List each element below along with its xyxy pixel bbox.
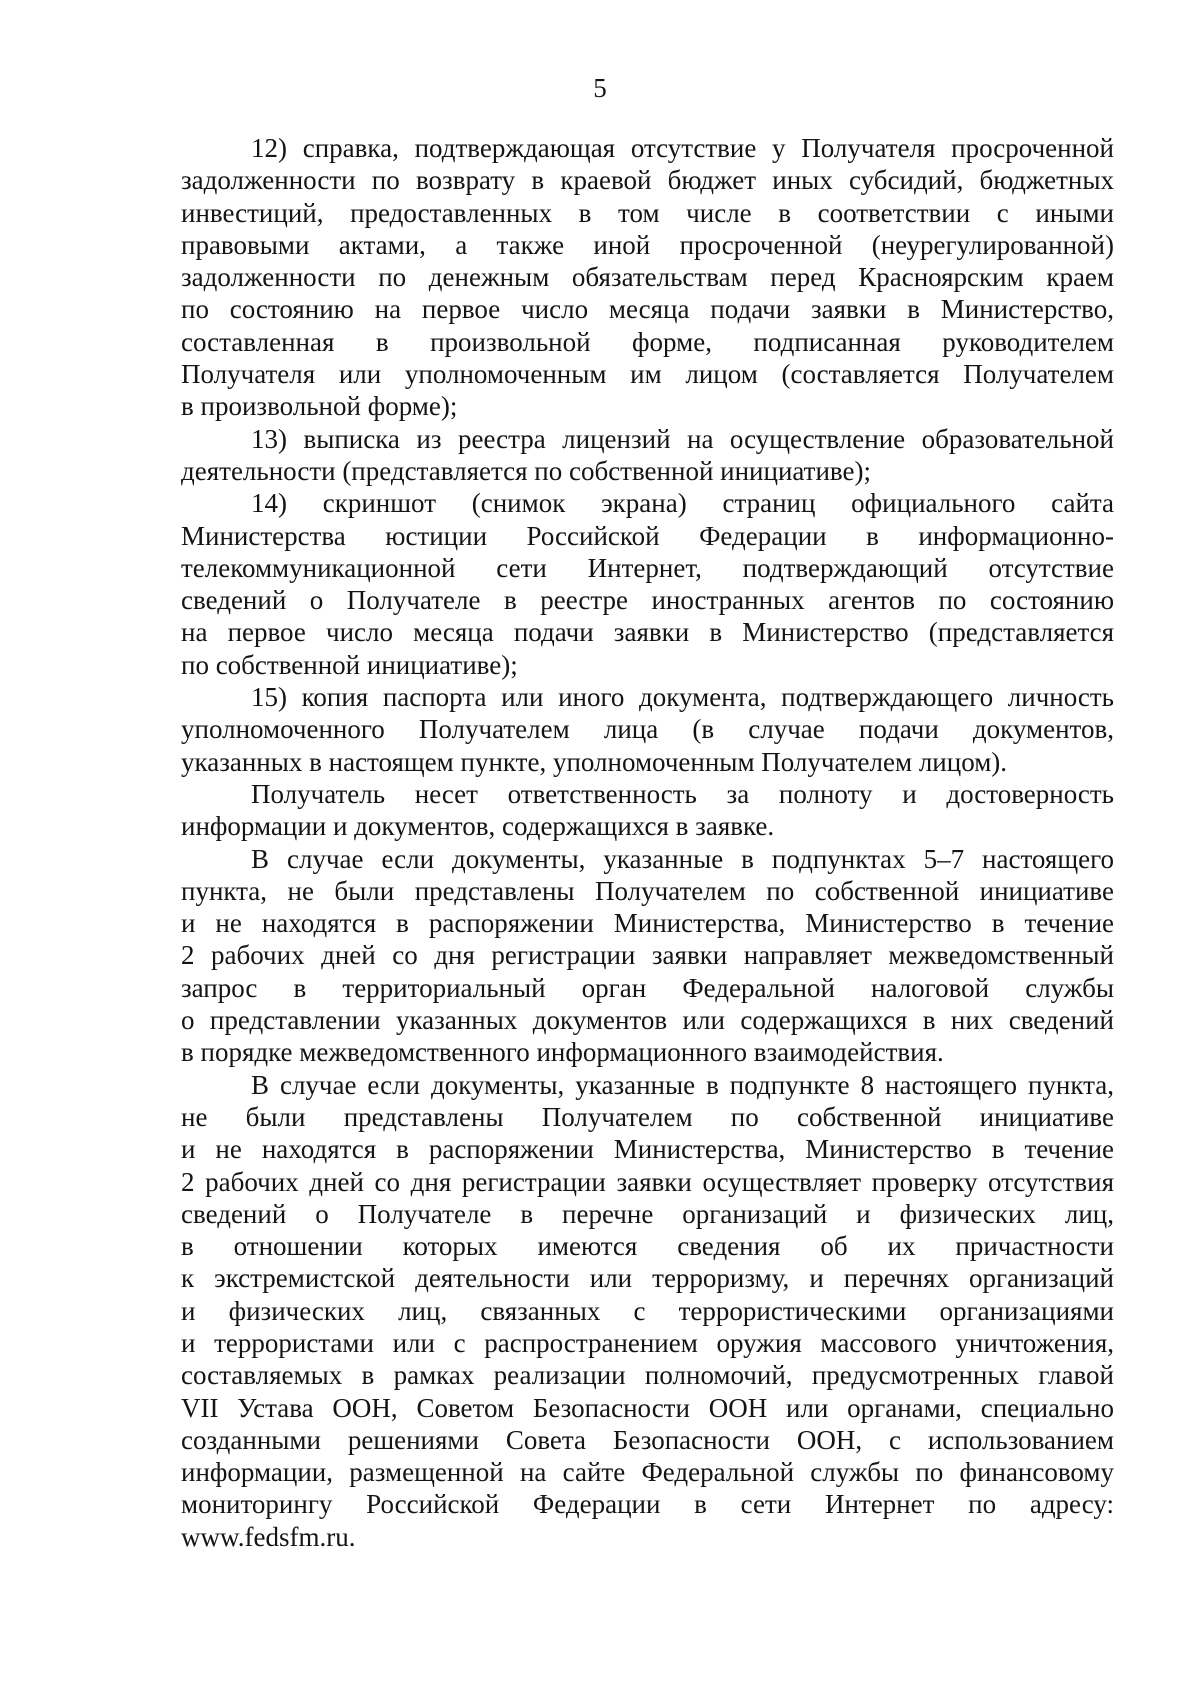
paragraph xyxy=(181,681,1114,778)
text-line: Получателя или уполномоченным им лицом (составляется Получателем xyxy=(181,359,1114,390)
text-line: указанных в настоящем пункте, уполномоченным Получателем лицом). xyxy=(181,746,1008,777)
text-line: уполномоченного Получателем лица (в случае подачи документов, xyxy=(181,714,1114,745)
text-line: В случае если документы, указанные в подпунктах 5–7 настоящего xyxy=(251,843,1114,874)
paragraph xyxy=(181,1069,1114,1553)
text-line: по состоянию на первое число месяца подачи заявки в Министерство, xyxy=(181,294,1114,325)
text-line: 2 рабочих дней со дня регистрации заявки осуществляет проверку отсутствия xyxy=(181,1166,1114,1197)
text-line: www.fedsfm.ru. xyxy=(181,1521,356,1552)
page-number: 5 xyxy=(593,73,607,103)
text-line: и террористами или с распространением оружия массового уничтожения, xyxy=(181,1327,1114,1358)
text-line: в произвольной форме); xyxy=(181,391,458,422)
text-line: и не находятся в распоряжении Министерства, Министерство в течение xyxy=(181,1134,1114,1165)
text-line: сведений о Получателе в реестре иностранных агентов по состоянию xyxy=(181,585,1114,616)
text-line: 14) скриншот (снимок экрана) страниц официального сайта xyxy=(251,488,1114,519)
text-line: на первое число месяца подачи заявки в Министерство (представляется xyxy=(181,617,1114,648)
text-line: 12) справка, подтверждающая отсутствие у Получателя просроченной xyxy=(251,133,1114,163)
paragraph xyxy=(181,132,1114,423)
text-line: сведений о Получателе в перечне организаций и физических лиц, xyxy=(181,1198,1114,1229)
text-line: 13) выписка из реестра лицензий на осуществление образовательной xyxy=(251,423,1114,454)
text-line: составляемых в рамках реализации полномочий, предусмотренных главой xyxy=(181,1360,1114,1391)
text-line: Получатель несет ответственность за полноту и достоверность xyxy=(251,778,1114,809)
text-line: информации и документов, содержащихся в заявке. xyxy=(181,811,775,842)
text-line: по собственной инициативе); xyxy=(181,649,518,680)
text-line: В случае если документы, указанные в подпункте 8 настоящего пункта, xyxy=(251,1069,1114,1100)
text-line: Министерства юстиции Российской Федерации в информационно- xyxy=(181,520,1114,551)
text-line: деятельности (представляется по собственной инициативе); xyxy=(181,455,871,486)
paragraph xyxy=(181,843,1114,1069)
text-line: составленная в произвольной форме, подписанная руководителем xyxy=(181,326,1114,357)
text-line: пункта, не были представлены Получателем по собственной инициативе xyxy=(181,875,1114,906)
text-line: 2 рабочих дней со дня регистрации заявки направляет межведомственный xyxy=(181,940,1114,971)
text-line: в отношении которых имеются сведения об их причастности xyxy=(181,1231,1114,1262)
text-line: инвестиций, предоставленных в том числе в соответствии с иными xyxy=(181,197,1114,228)
text-line: задолженности по денежным обязательствам перед Красноярским краем xyxy=(181,262,1114,293)
text-line: VII Устава ООН, Советом Безопасности ООН или органами, специально xyxy=(181,1392,1114,1423)
document-body xyxy=(181,132,1114,1553)
text-line: созданными решениями Совета Безопасности ООН, с использованием xyxy=(181,1424,1114,1455)
text-line: информации, размещенной на сайте Федеральной службы по финансовому xyxy=(181,1457,1114,1488)
text-line: запрос в территориальный орган Федеральной налоговой службы xyxy=(181,972,1114,1003)
paragraph xyxy=(181,423,1114,488)
text-line: и физических лиц, связанных с террористическими организациями xyxy=(181,1295,1114,1326)
text-line: о представлении указанных документов или содержащихся в них сведений xyxy=(181,1005,1114,1036)
text-line: мониторингу Российской Федерации в сети Интернет по адресу: xyxy=(181,1489,1114,1520)
text-line: к экстремистской деятельности или терроризму, и перечнях организаций xyxy=(181,1263,1114,1294)
text-line: 15) копия паспорта или иного документа, подтверждающего личность xyxy=(251,682,1114,713)
text-line: и не находятся в распоряжении Министерства, Министерство в течение xyxy=(181,908,1114,939)
text-line: не были представлены Получателем по собственной инициативе xyxy=(181,1101,1114,1132)
text-line: телекоммуникационной сети Интернет, подтверждающий отсутствие xyxy=(181,552,1114,583)
text-line: в порядке межведомственного информационного взаимодействия. xyxy=(181,1037,944,1068)
paragraph xyxy=(181,487,1114,681)
paragraph xyxy=(181,778,1114,843)
text-line: правовыми актами, а также иной просроченной (неурегулированной) xyxy=(181,229,1114,260)
text-line: задолженности по возврату в краевой бюджет иных субсидий, бюджетных xyxy=(181,165,1114,196)
